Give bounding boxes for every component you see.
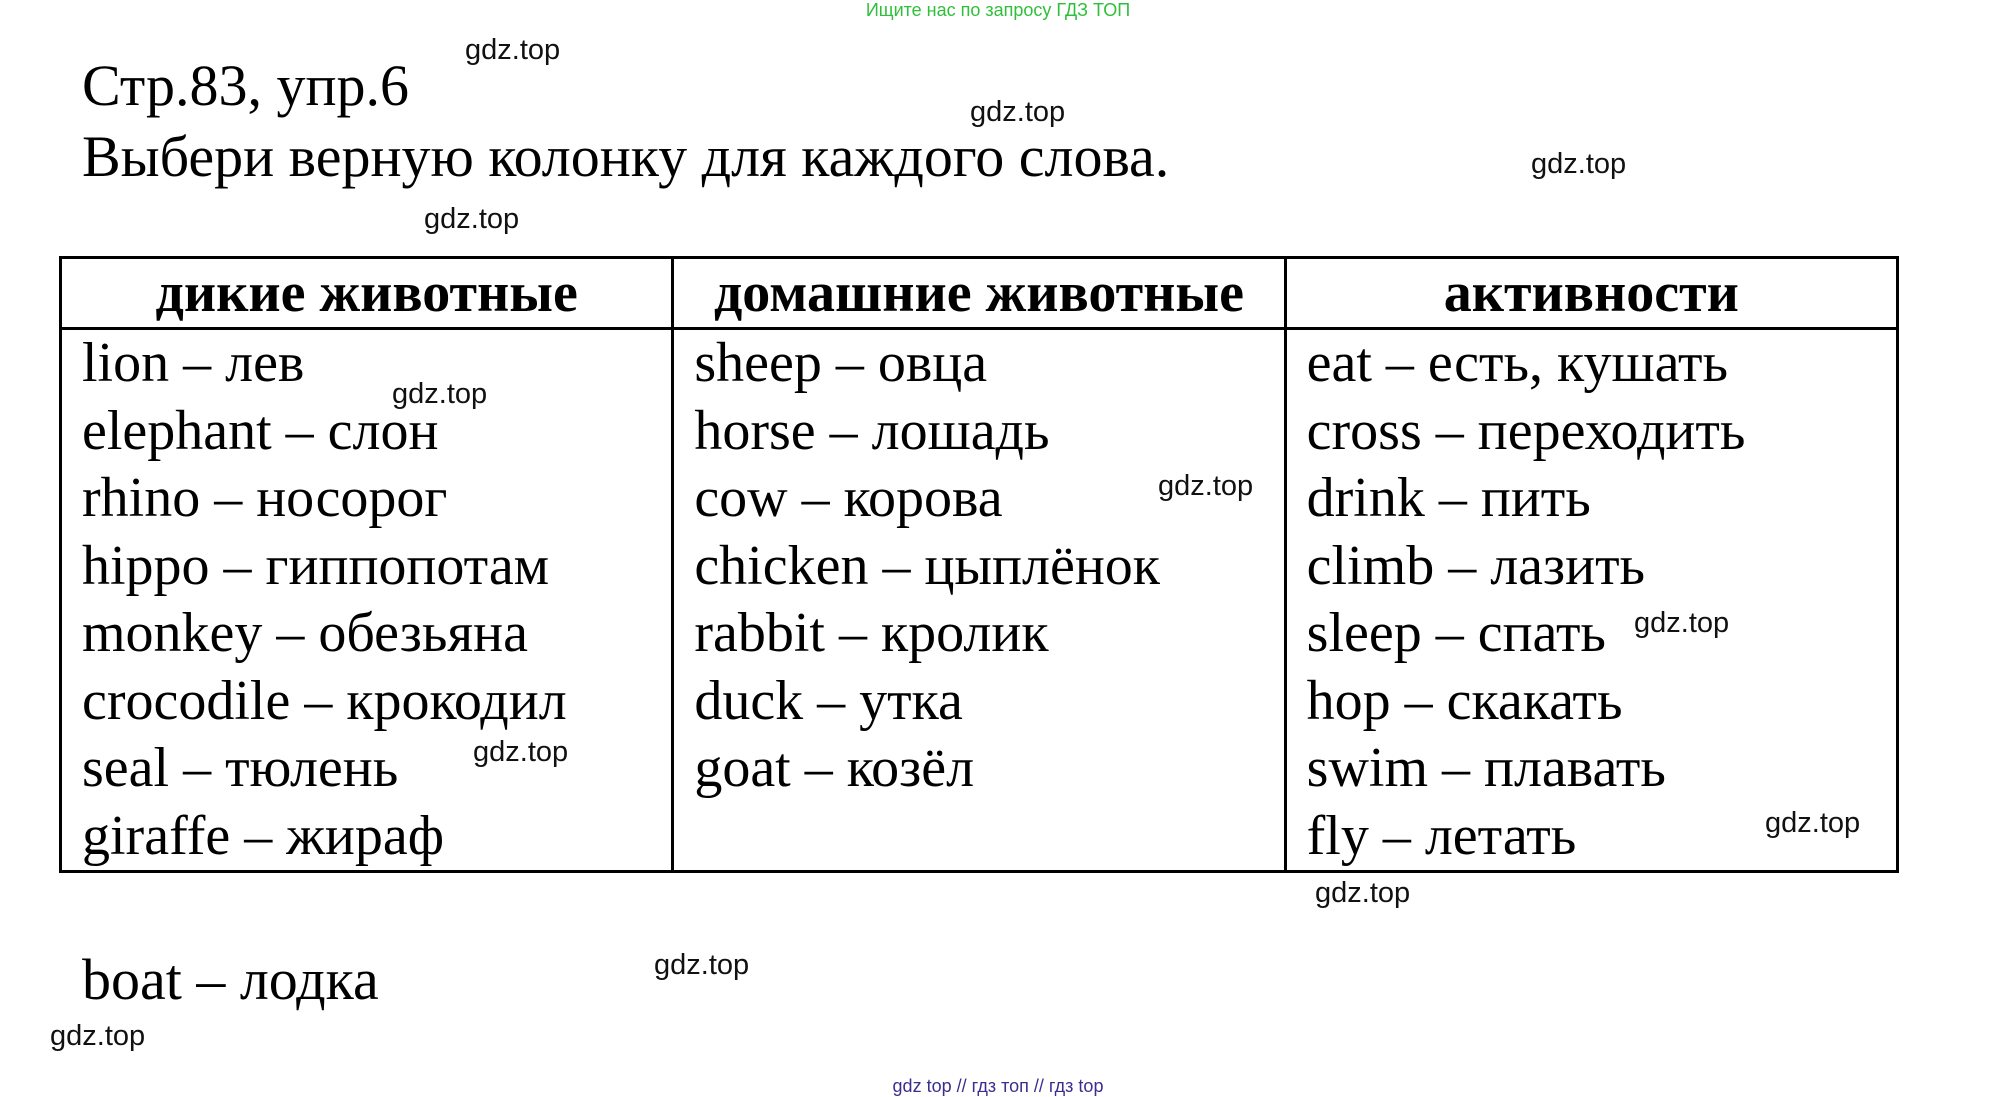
words-table bbox=[59, 256, 1899, 873]
list-item: giraffe – жираф bbox=[82, 804, 445, 867]
watermark: gdz.top bbox=[424, 203, 520, 235]
top-banner[interactable]: Ищите нас по запросу ГДЗ ТОП bbox=[865, 0, 1131, 20]
watermark: gdz.top bbox=[654, 949, 750, 981]
list-item: eat – есть, кушать bbox=[1306, 332, 1728, 394]
watermark: gdz.top bbox=[1315, 877, 1411, 909]
header-wild-animals: дикие животные bbox=[61, 258, 673, 329]
list-item: hippo – гиппопотам bbox=[82, 534, 550, 597]
table-row bbox=[61, 329, 1898, 872]
extra-word: boat – лодка bbox=[82, 947, 379, 1012]
list-item: seal – тюлень bbox=[82, 737, 399, 799]
list-item: swim – плавать bbox=[1306, 737, 1666, 799]
list-item: duck – утка bbox=[694, 669, 963, 732]
activities-cell bbox=[1285, 329, 1897, 872]
list-item: rhino – носорог bbox=[82, 467, 448, 529]
list-item: hop – скакать bbox=[1306, 669, 1623, 732]
bottom-banner[interactable]: gdz top // гдз топ // гдз top bbox=[892, 1076, 1104, 1096]
domestic-animals-cell bbox=[673, 329, 1285, 872]
list-item: rabbit – кролик bbox=[694, 602, 1049, 664]
list-item: cross – переходить bbox=[1306, 399, 1746, 462]
list-item: crocodile – крокодил bbox=[82, 669, 567, 732]
list-item: climb – лазить bbox=[1306, 534, 1646, 597]
watermark: gdz.top bbox=[1634, 607, 1730, 639]
table-header-row bbox=[61, 258, 1898, 329]
watermark: gdz.top bbox=[1158, 470, 1254, 502]
list-item: sleep – спать bbox=[1306, 602, 1606, 664]
header-domestic-animals: домашние животные bbox=[673, 258, 1285, 329]
watermark: gdz.top bbox=[465, 34, 561, 66]
list-item: chicken – цыплёнок bbox=[694, 534, 1160, 597]
list-item: drink – пить bbox=[1306, 467, 1591, 529]
list-item: lion – лев bbox=[82, 332, 305, 394]
watermark: gdz.top bbox=[392, 378, 488, 410]
list-item: sheep – овца bbox=[694, 332, 988, 394]
list-item: horse – лошадь bbox=[694, 399, 1050, 462]
page-title: Стр.83, упр.6 bbox=[82, 53, 410, 118]
activities-list bbox=[1307, 330, 1896, 870]
header-activities: активности bbox=[1285, 258, 1897, 329]
watermark: gdz.top bbox=[1765, 807, 1861, 839]
watermark: gdz.top bbox=[970, 96, 1066, 128]
wild-animals-cell bbox=[61, 329, 673, 872]
list-item: fly – летать bbox=[1306, 804, 1577, 867]
list-item: cow – корова bbox=[694, 467, 1003, 529]
instruction-text: Выбери верную колонку для каждого слова. bbox=[82, 124, 1170, 189]
watermark: gdz.top bbox=[50, 1020, 146, 1052]
list-item: elephant – слон bbox=[82, 399, 439, 462]
list-item: goat – козёл bbox=[694, 737, 975, 799]
watermark: gdz.top bbox=[473, 736, 569, 768]
domestic-animals-list bbox=[694, 330, 1283, 803]
list-item: monkey – обезьяна bbox=[82, 602, 528, 664]
wild-animals-list bbox=[82, 330, 671, 870]
watermark: gdz.top bbox=[1531, 148, 1627, 180]
